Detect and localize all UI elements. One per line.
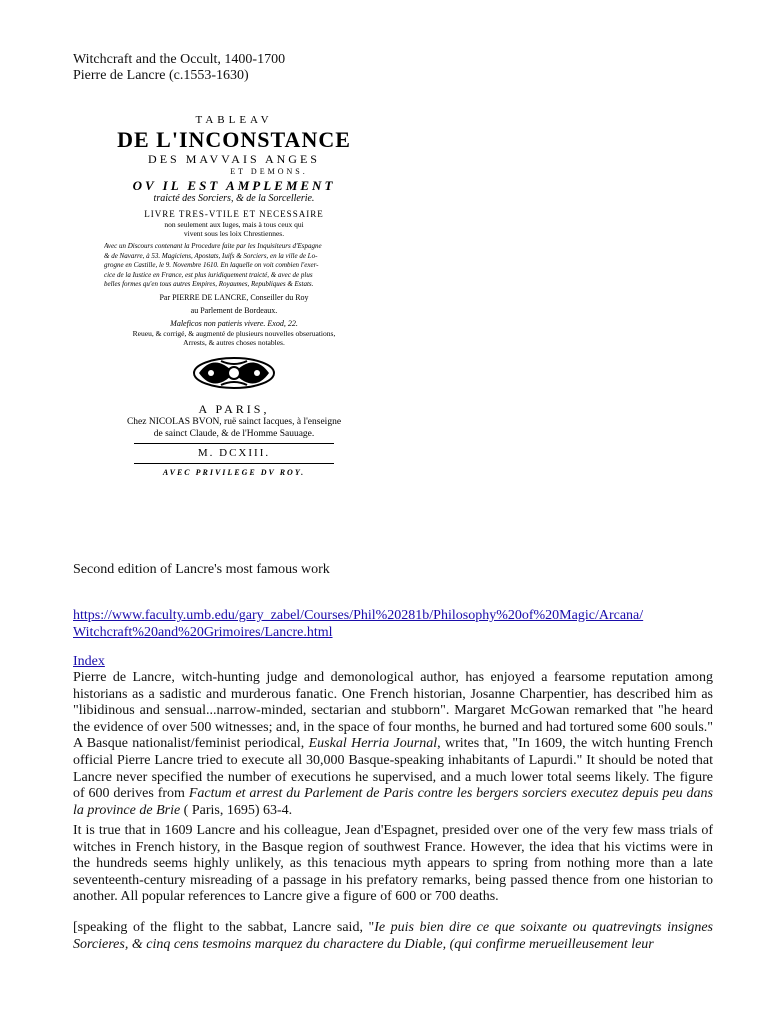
scan-reveu1: Reueu, & corrigé, & augmenté de plusieurs nouvelles obseruations,: [132, 328, 336, 338]
scan-des: DES MAVVAIS ANGES: [148, 152, 320, 166]
scan-privilege: AVEC PRIVILEGE DV ROY.: [162, 467, 306, 477]
index-link[interactable]: Index: [73, 654, 105, 669]
source-link[interactable]: [73, 608, 643, 640]
scan-title: DE L'INCONSTANCE: [117, 128, 351, 152]
scan-paris: A PARIS,: [198, 401, 270, 416]
lancre-quote: Ie puis bien dire ce que soixante ou quatrevingts insignes Sorcieres, & cinq cens tesmoins marquez du charactere du Diable, (qui confirme merueilleusement leur: [73, 920, 714, 952]
scan-divider: [134, 443, 334, 444]
scan-year: M. DCXIII.: [197, 446, 271, 459]
index-nav: [73, 654, 105, 670]
scan-avec-line: belles formes qu'en tous autres Empires, Royaumes, Republiques & Estats.: [104, 280, 314, 288]
scan-reveu2: Arrests, & autres choses notables.: [183, 337, 285, 347]
paragraph-sabbat: [73, 920, 713, 953]
p1-text-a: Pierre de Lancre, witch-hunting judge and demonological author, has enjoyed a fearsome reputation among historians as a sadistic and murderous fanatic. One French historian, Josanne Charpentier, has described him as "libidinous and sensual...narrow-minded, sectarian and stubborn". Margaret McGowan remarked that "he heard the evidence of over 500 witnesses; and, in the space of four months, he burned and had tortured some 600 souls." A Basque nationalist/feminist periodical,: [73, 670, 713, 752]
scan-tableau: TABLEAV: [195, 114, 273, 126]
scan-par2: au Parlement de Bordeaux.: [190, 305, 278, 315]
source-url: [73, 607, 693, 641]
title-page-scan: [100, 108, 368, 500]
source-link-line1: https://www.faculty.umb.edu/gary_zabel/Courses/Phil%20281b/Philosophy%20of%20Magic/Arcana/: [73, 608, 644, 623]
paragraph-trials: It is true that in 1609 Lancre and his colleague, Jean d'Espagnet, presided over one of the very few mass trials of witches in French history, in the Basque region of southwest France. However, the idea that his victims were in the hundreds seems highly unlikely, as this tenacious myth appears to spring from nothing more than a late seventeenth-century misreading of a passage in his prefatory remarks, being passed thence from one historian to another. All popular references to Lancre give a figure of 600 or 700 deaths.: [73, 823, 713, 905]
p1-text-b: , writes that, "In 1609, the witch hunting French official Pierre Lancre tried to execute all 30,000 Basque-speaking inhabitants of Lapurdi." It should be noted that Lancre never specified the number of executions he supervised, and a much lower total seems likely. The figure of 600 derives from: [73, 736, 714, 802]
journal-title: Euskal Herria Journal: [308, 736, 438, 752]
scan-avec-line: Avec un Discours contenant la Procedure faite par les Inquisiteurs d'Espagne: [104, 242, 322, 250]
scan-chez2: de sainct Claude, & de l'Homme Sauuage.: [153, 428, 315, 439]
p3-text-a: [speaking of the flight to the sabbat, Lancre said, ": [73, 920, 375, 935]
course-title: Witchcraft and the Occult, 1400-1700: [73, 52, 286, 67]
scan-divider: [134, 463, 334, 464]
scan-par1: Par PIERRE DE LANCRE, Conseiller du Roy: [159, 292, 309, 302]
scan-livre3: vivent sous les loix Chrestiennes.: [183, 229, 285, 238]
document-header: [73, 52, 285, 84]
p1-text-c: ( Paris, 1695) 63-4.: [180, 802, 293, 818]
scan-traicte: traicté des Sorciers, & de la Sorcellerie.: [153, 193, 315, 204]
factum-title: Factum et arrest du Parlement de Paris contre les bergers sorciers executez depuis peu dans la province de Brie: [73, 786, 713, 818]
source-link-line2: Witchcraft%20and%20Grimoires/Lancre.html: [73, 625, 333, 640]
scan-ou: OV IL EST AMPLEMENT: [132, 178, 336, 193]
paragraph-intro: [73, 670, 713, 819]
scan-livre: LIVRE TRES-VTILE ET NECESSAIRE: [144, 209, 324, 219]
printers-ornament-icon: [191, 355, 277, 391]
scan-maleficos: Maleficos non patieris vivere. Exod, 22.: [170, 318, 298, 328]
scan-avec-line: grogne en Castille, le 9. Novembre 1610. En laquelle on voit combien l'exer-: [104, 261, 319, 269]
scan-avec-line: & de Navarre, à 53. Magiciens, Apostats, Iuifs & Sorciers, en la ville de Lo-: [104, 251, 318, 260]
image-caption: Second edition of Lancre's most famous work: [73, 562, 330, 577]
author-title: Pierre de Lancre (c.1553-1630): [73, 68, 249, 83]
scan-chez1: Chez NICOLAS BVON, ruë sainct Iacques, à l'enseigne: [126, 416, 342, 427]
scan-avec-block: [100, 242, 368, 290]
scan-livre2: non seulement aux Iuges, mais à tous ceux qui: [164, 220, 304, 229]
scan-avec-line: cice de la Iustice en France, est plus iuridiquement traicté, & avec de plus: [104, 270, 313, 279]
scan-et: ET DEMONS.: [230, 167, 308, 176]
